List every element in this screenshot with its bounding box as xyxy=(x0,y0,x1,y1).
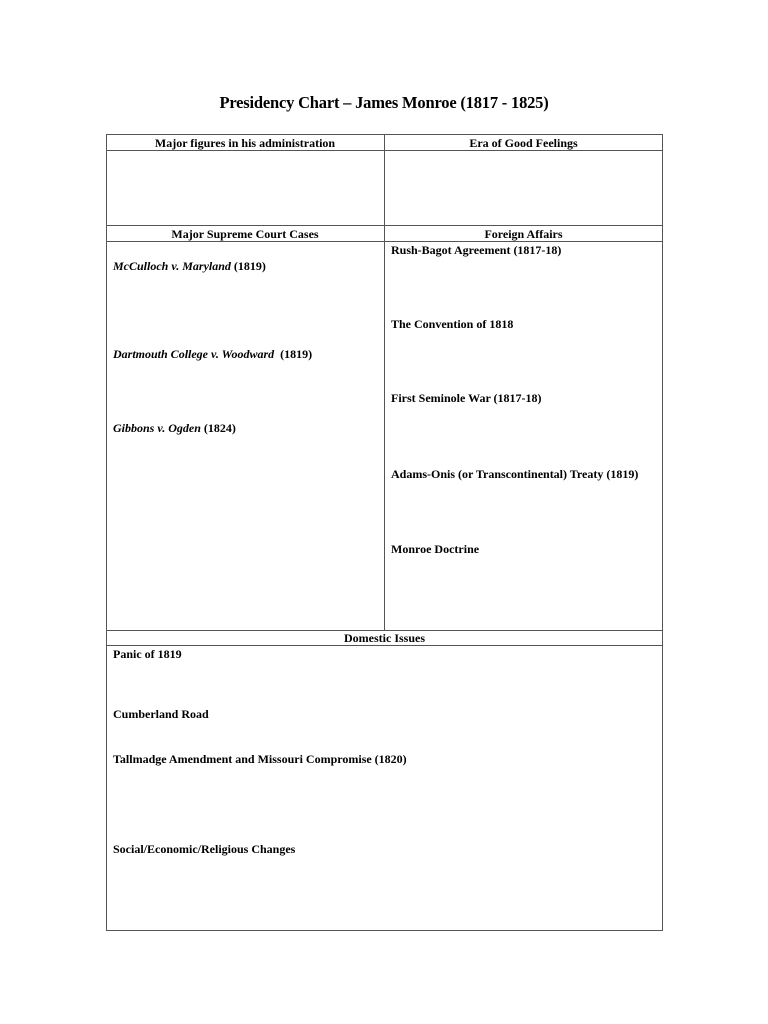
domestic-issue-item: Tallmadge Amendment and Missouri Compromise (1820) xyxy=(113,752,407,766)
header-supreme-court: Major Supreme Court Cases xyxy=(171,227,319,241)
row-divider xyxy=(106,241,663,242)
foreign-affairs-item: First Seminole War (1817-18) xyxy=(391,391,542,405)
row-divider xyxy=(106,225,663,226)
foreign-affairs-item: Adams-Onis (or Transcontinental) Treaty (1819) xyxy=(391,467,639,481)
court-case-name: Gibbons v. Ogden xyxy=(113,421,201,435)
domestic-issue-item: Panic of 1819 xyxy=(113,647,182,661)
header-major-figures: Major figures in his administration xyxy=(154,136,336,150)
foreign-affairs-item: Monroe Doctrine xyxy=(391,542,480,556)
header-domestic-issues: Domestic Issues xyxy=(344,631,425,645)
column-divider xyxy=(384,134,385,631)
row-divider xyxy=(106,150,663,151)
court-case-name: McCulloch v. Maryland xyxy=(113,259,231,273)
page-title: Presidency Chart – James Monroe (1817 - 1825) xyxy=(219,93,549,112)
foreign-affairs-item: Rush-Bagot Agreement (1817-18) xyxy=(391,243,562,257)
domestic-issue-item: Social/Economic/Religious Changes xyxy=(113,842,296,856)
court-case-item xyxy=(113,347,312,361)
court-case-item xyxy=(113,259,266,273)
row-divider xyxy=(106,645,663,646)
court-case-year: (1824) xyxy=(200,421,236,435)
header-foreign-affairs: Foreign Affairs xyxy=(484,227,563,241)
court-case-item xyxy=(113,421,236,435)
foreign-affairs-item: The Convention of 1818 xyxy=(391,317,514,331)
court-case-year: (1819) xyxy=(274,347,313,361)
domestic-issue-item: Cumberland Road xyxy=(113,707,209,721)
court-case-year: (1819) xyxy=(230,259,266,273)
header-era-good-feelings: Era of Good Feelings xyxy=(469,136,578,150)
court-case-name: Dartmouth College v. Woodward xyxy=(113,347,275,361)
